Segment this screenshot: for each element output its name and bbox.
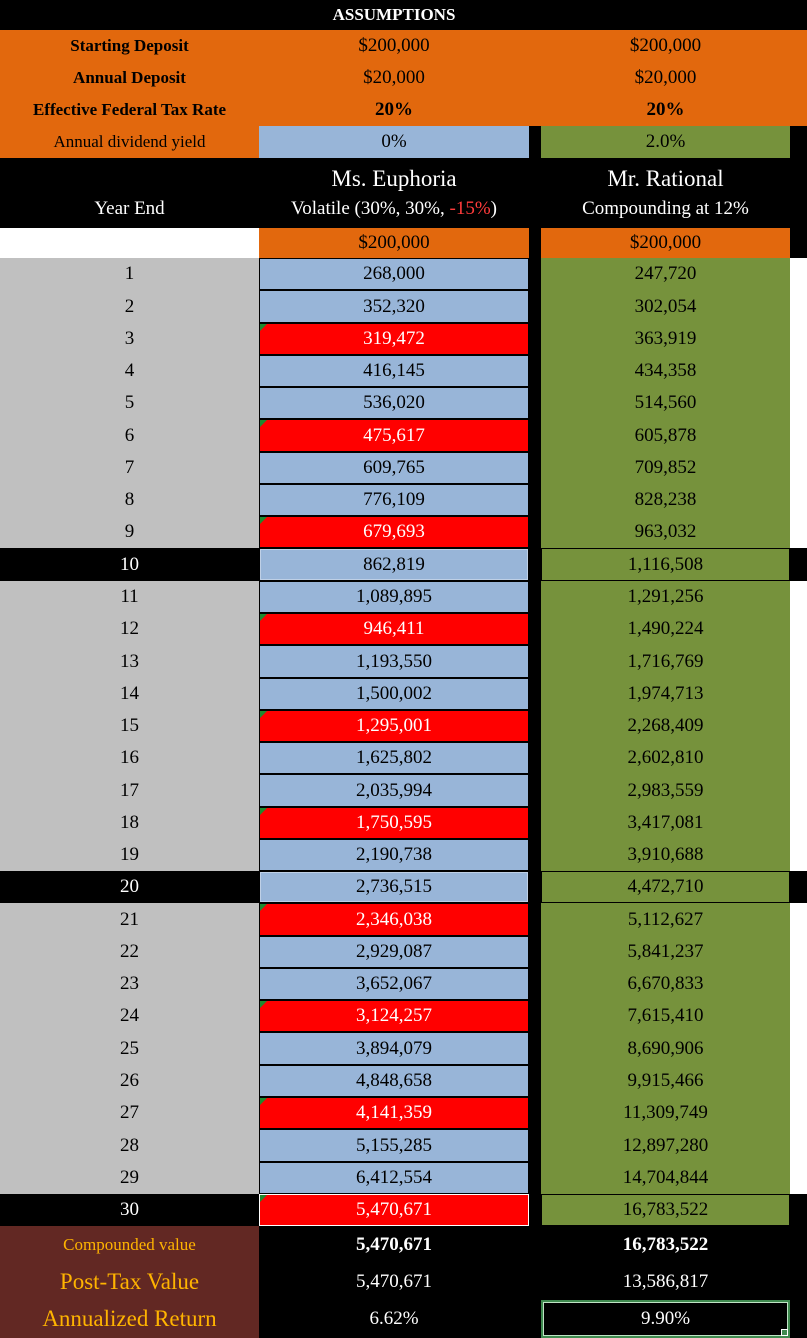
rational-value[interactable]: 6,670,833 [541,968,790,1000]
year-cell[interactable]: 20 [0,871,259,903]
euphoria-value[interactable]: 6,412,554 [259,1162,529,1194]
sheet-edge [790,774,807,807]
rational-value[interactable]: 434,358 [541,355,790,387]
rational-value[interactable]: 11,309,749 [541,1097,790,1129]
year-row [0,548,807,581]
sheet-edge [790,355,807,387]
euphoria-value-loss[interactable]: 5,470,671 [259,1194,529,1226]
rational-value[interactable]: 3,910,688 [541,839,790,871]
year-cell[interactable]: 19 [0,839,259,871]
header-row [0,158,807,228]
rational-value[interactable]: 1,291,256 [541,581,790,613]
sheet-edge [790,387,807,419]
rational-start-value[interactable]: $200,000 [541,228,790,258]
rational-value[interactable]: 3,417,081 [541,807,790,839]
year-row [0,903,807,936]
rational-value[interactable]: 828,238 [541,484,790,516]
column-gap [529,742,541,774]
sheet-edge [790,1162,807,1194]
sheet-edge [790,1032,807,1065]
euphoria-value[interactable]: 536,020 [259,387,529,419]
sheet-edge [790,258,807,290]
euphoria-value[interactable]: 268,000 [259,258,529,290]
year-cell[interactable]: 17 [0,774,259,807]
year-cell[interactable]: 2 [0,290,259,323]
sheet-edge [790,678,807,710]
rational-value[interactable]: 1,974,713 [541,678,790,710]
euphoria-value[interactable]: 1,193,550 [259,645,529,678]
column-gap [529,839,541,871]
column-gap [529,452,541,484]
year-cell[interactable]: 12 [0,613,259,645]
year-cell[interactable]: 21 [0,903,259,936]
year-row [0,581,807,613]
rational-value[interactable]: 247,720 [541,258,790,290]
year-row [0,258,807,290]
summary-euphoria-value[interactable]: 5,470,671 [259,1263,529,1300]
euphoria-value-loss[interactable]: 1,750,595 [259,807,529,839]
column-gap [529,936,541,968]
start-value-row [0,228,807,258]
rational-name: Mr. Rational [607,166,724,191]
sheet-edge [790,1097,807,1129]
summary-row-annualized [0,1300,807,1338]
column-gap [529,903,541,936]
column-gap [529,1162,541,1194]
year-row [0,1129,807,1162]
rational-value[interactable]: 1,716,769 [541,645,790,678]
year-row [0,1065,807,1097]
assumption-label[interactable]: Effective Federal Tax Rate [0,94,259,126]
year-row [0,1162,807,1194]
year-row [0,484,807,516]
rational-value[interactable]: 1,116,508 [541,548,790,581]
year-row [0,613,807,645]
year-row [0,807,807,839]
year-cell[interactable]: 16 [0,742,259,774]
assumption-label[interactable]: Annual Deposit [0,62,259,94]
euphoria-value-loss[interactable]: 679,693 [259,516,529,548]
year-cell[interactable]: 5 [0,387,259,419]
year-row [0,871,807,903]
assumption-label[interactable]: Annual dividend yield [0,126,259,158]
column-gap [529,807,541,839]
column-gap [529,1129,541,1162]
year-row [0,323,807,355]
column-gap [529,678,541,710]
rational-value[interactable]: 1,490,224 [541,613,790,645]
year-cell[interactable]: 14 [0,678,259,710]
assumption-rational-value[interactable]: 20% [541,94,790,126]
year-cell[interactable]: 11 [0,581,259,613]
negative-return: -15% [449,198,491,219]
year-row [0,645,807,678]
year-row [0,774,807,807]
year-row [0,968,807,1000]
euphoria-value[interactable]: 352,320 [259,290,529,323]
assumption-row-dividend-yield [0,126,807,158]
column-gap [529,258,541,290]
column-gap [529,548,541,581]
rational-value[interactable]: 2,268,409 [541,710,790,742]
sheet-edge [790,323,807,355]
year-cell[interactable]: 23 [0,968,259,1000]
sheet-edge [790,548,807,581]
summary-rational-value[interactable]: 16,783,522 [541,1226,790,1263]
year-cell[interactable]: 27 [0,1097,259,1129]
assumption-euphoria-value[interactable]: $200,000 [259,30,529,62]
sheet-edge [790,645,807,678]
euphoria-value[interactable]: 1,500,002 [259,678,529,710]
column-gap [529,355,541,387]
rational-value[interactable]: 8,690,906 [541,1032,790,1065]
assumption-rational-value[interactable]: $20,000 [541,62,790,94]
rational-value[interactable]: 5,112,627 [541,903,790,936]
column-gap [529,1032,541,1065]
euphoria-value[interactable]: 5,155,285 [259,1129,529,1162]
euphoria-value[interactable]: 2,035,994 [259,774,529,807]
rational-value[interactable]: 709,852 [541,452,790,484]
euphoria-value[interactable]: 2,736,515 [259,871,529,903]
year-cell[interactable]: 30 [0,1194,259,1226]
sheet-edge [790,1129,807,1162]
year-row [0,710,807,742]
year-cell[interactable]: 4 [0,355,259,387]
euphoria-name: Ms. Euphoria [331,166,457,191]
assumption-label[interactable]: Starting Deposit [0,30,259,62]
euphoria-value[interactable]: 609,765 [259,452,529,484]
rational-subtitle: Compounding at 12% [582,198,749,219]
column-gap [529,1065,541,1097]
blank-cell[interactable] [0,228,259,258]
assumption-euphoria-value[interactable]: 0% [259,126,529,158]
rational-value[interactable]: 302,054 [541,290,790,323]
sheet-edge [790,484,807,516]
assumption-row-annual-deposit [0,62,807,94]
year-row [0,290,807,323]
euphoria-start-value[interactable]: $200,000 [259,228,529,258]
rational-value[interactable]: 9,915,466 [541,1065,790,1097]
year-cell[interactable]: 28 [0,1129,259,1162]
summary-row-compounded [0,1226,807,1263]
euphoria-header[interactable] [259,158,529,228]
euphoria-subtitle: Volatile (30%, 30%, -15%) [291,198,497,219]
column-gap [529,1097,541,1129]
column-gap [529,968,541,1000]
euphoria-value-loss[interactable]: 946,411 [259,613,529,645]
assumption-euphoria-value[interactable]: $20,000 [259,62,529,94]
column-gap [529,645,541,678]
column-gap [529,774,541,807]
sheet-edge [790,1000,807,1032]
fill-handle[interactable] [781,1329,788,1336]
summary-label[interactable]: Annualized Return [0,1300,259,1338]
summary-label[interactable]: Post-Tax Value [0,1263,259,1300]
rational-header[interactable] [541,158,790,228]
summary-euphoria-value[interactable]: 6.62% [259,1300,529,1338]
euphoria-value-loss[interactable]: 4,141,359 [259,1097,529,1129]
column-gap [529,484,541,516]
year-cell[interactable]: 7 [0,452,259,484]
sheet-edge [790,742,807,774]
sheet-edge [790,968,807,1000]
euphoria-value[interactable]: 862,819 [259,548,529,581]
sheet-edge [790,452,807,484]
year-row [0,387,807,419]
year-row [0,1097,807,1129]
euphoria-value[interactable]: 2,190,738 [259,839,529,871]
sheet-edge [790,710,807,742]
rational-value[interactable]: 605,878 [541,419,790,452]
sheet-edge [790,290,807,323]
euphoria-value[interactable]: 776,109 [259,484,529,516]
year-row [0,742,807,774]
rational-value[interactable]: 16,783,522 [541,1194,790,1226]
year-row [0,452,807,484]
year-cell[interactable]: 25 [0,1032,259,1065]
year-row [0,516,807,548]
sheet-edge [790,1194,807,1226]
sheet-edge [790,807,807,839]
euphoria-value[interactable]: 1,625,802 [259,742,529,774]
year-cell[interactable]: 1 [0,258,259,290]
rational-value[interactable]: 963,032 [541,516,790,548]
year-cell[interactable]: 18 [0,807,259,839]
year-cell[interactable]: 15 [0,710,259,742]
year-cell[interactable]: 26 [0,1065,259,1097]
euphoria-value-loss[interactable]: 319,472 [259,323,529,355]
summary-rational-value[interactable]: 13,586,817 [541,1263,790,1300]
rational-value[interactable]: 514,560 [541,387,790,419]
year-row [0,419,807,452]
column-gap [529,1194,541,1226]
column-gap [529,581,541,613]
euphoria-value[interactable]: 4,848,658 [259,1065,529,1097]
assumption-euphoria-value[interactable]: 20% [259,94,529,126]
year-cell[interactable]: 24 [0,1000,259,1032]
column-gap [529,419,541,452]
column-gap [529,710,541,742]
rational-value[interactable]: 14,704,844 [541,1162,790,1194]
rational-value[interactable]: 5,841,237 [541,936,790,968]
year-cell[interactable]: 22 [0,936,259,968]
column-gap [529,387,541,419]
year-cell[interactable]: 10 [0,548,259,581]
year-cell[interactable]: 6 [0,419,259,452]
year-row [0,1032,807,1065]
assumption-row-starting-deposit [0,30,807,62]
sheet-edge [790,903,807,936]
summary-label[interactable]: Compounded value [0,1226,259,1263]
euphoria-value-loss[interactable]: 3,124,257 [259,1000,529,1032]
year-cell[interactable]: 13 [0,645,259,678]
sheet-edge [790,871,807,903]
year-cell[interactable]: 3 [0,323,259,355]
euphoria-value-loss[interactable]: 475,617 [259,419,529,452]
euphoria-value-loss[interactable]: 2,346,038 [259,903,529,936]
title-cell[interactable]: ASSUMPTIONS [259,0,529,30]
euphoria-value[interactable]: 1,089,895 [259,581,529,613]
sheet-edge [790,419,807,452]
euphoria-value[interactable]: 3,894,079 [259,1032,529,1065]
sheet-edge [790,613,807,645]
column-gap [529,1000,541,1032]
assumption-rational-value[interactable]: $200,000 [541,30,790,62]
year-row [0,678,807,710]
column-gap [529,871,541,903]
rational-value[interactable]: 12,897,280 [541,1129,790,1162]
sheet-edge [790,839,807,871]
year-row [0,839,807,871]
column-gap [529,323,541,355]
euphoria-value-loss[interactable]: 1,295,001 [259,710,529,742]
column-gap [529,613,541,645]
summary-rational-value-selected[interactable] [541,1300,790,1338]
euphoria-value[interactable]: 416,145 [259,355,529,387]
sheet-edge [790,1065,807,1097]
year-row [0,936,807,968]
year-row [0,355,807,387]
rational-value[interactable]: 4,472,710 [541,871,790,903]
year-cell[interactable]: 9 [0,516,259,548]
year-end-header[interactable]: Year End [0,158,259,228]
year-row [0,1000,807,1032]
column-gap [529,516,541,548]
euphoria-value[interactable]: 2,929,087 [259,936,529,968]
rational-value[interactable]: 2,983,559 [541,774,790,807]
year-cell[interactable]: 8 [0,484,259,516]
rational-value[interactable]: 363,919 [541,323,790,355]
sheet-edge [790,516,807,548]
selected-value: 9.90% [640,1308,691,1329]
summary-row-post-tax [0,1263,807,1300]
sheet-edge [790,936,807,968]
rational-value[interactable]: 2,602,810 [541,742,790,774]
column-gap [529,290,541,323]
year-cell[interactable]: 29 [0,1162,259,1194]
rational-value[interactable]: 7,615,410 [541,1000,790,1032]
sheet-edge [790,581,807,613]
summary-euphoria-value[interactable]: 5,470,671 [259,1226,529,1263]
euphoria-value[interactable]: 3,652,067 [259,968,529,1000]
assumption-rational-value[interactable]: 2.0% [541,126,790,158]
year-row [0,1194,807,1226]
assumption-row-tax-rate [0,94,807,126]
title-row [0,0,807,30]
